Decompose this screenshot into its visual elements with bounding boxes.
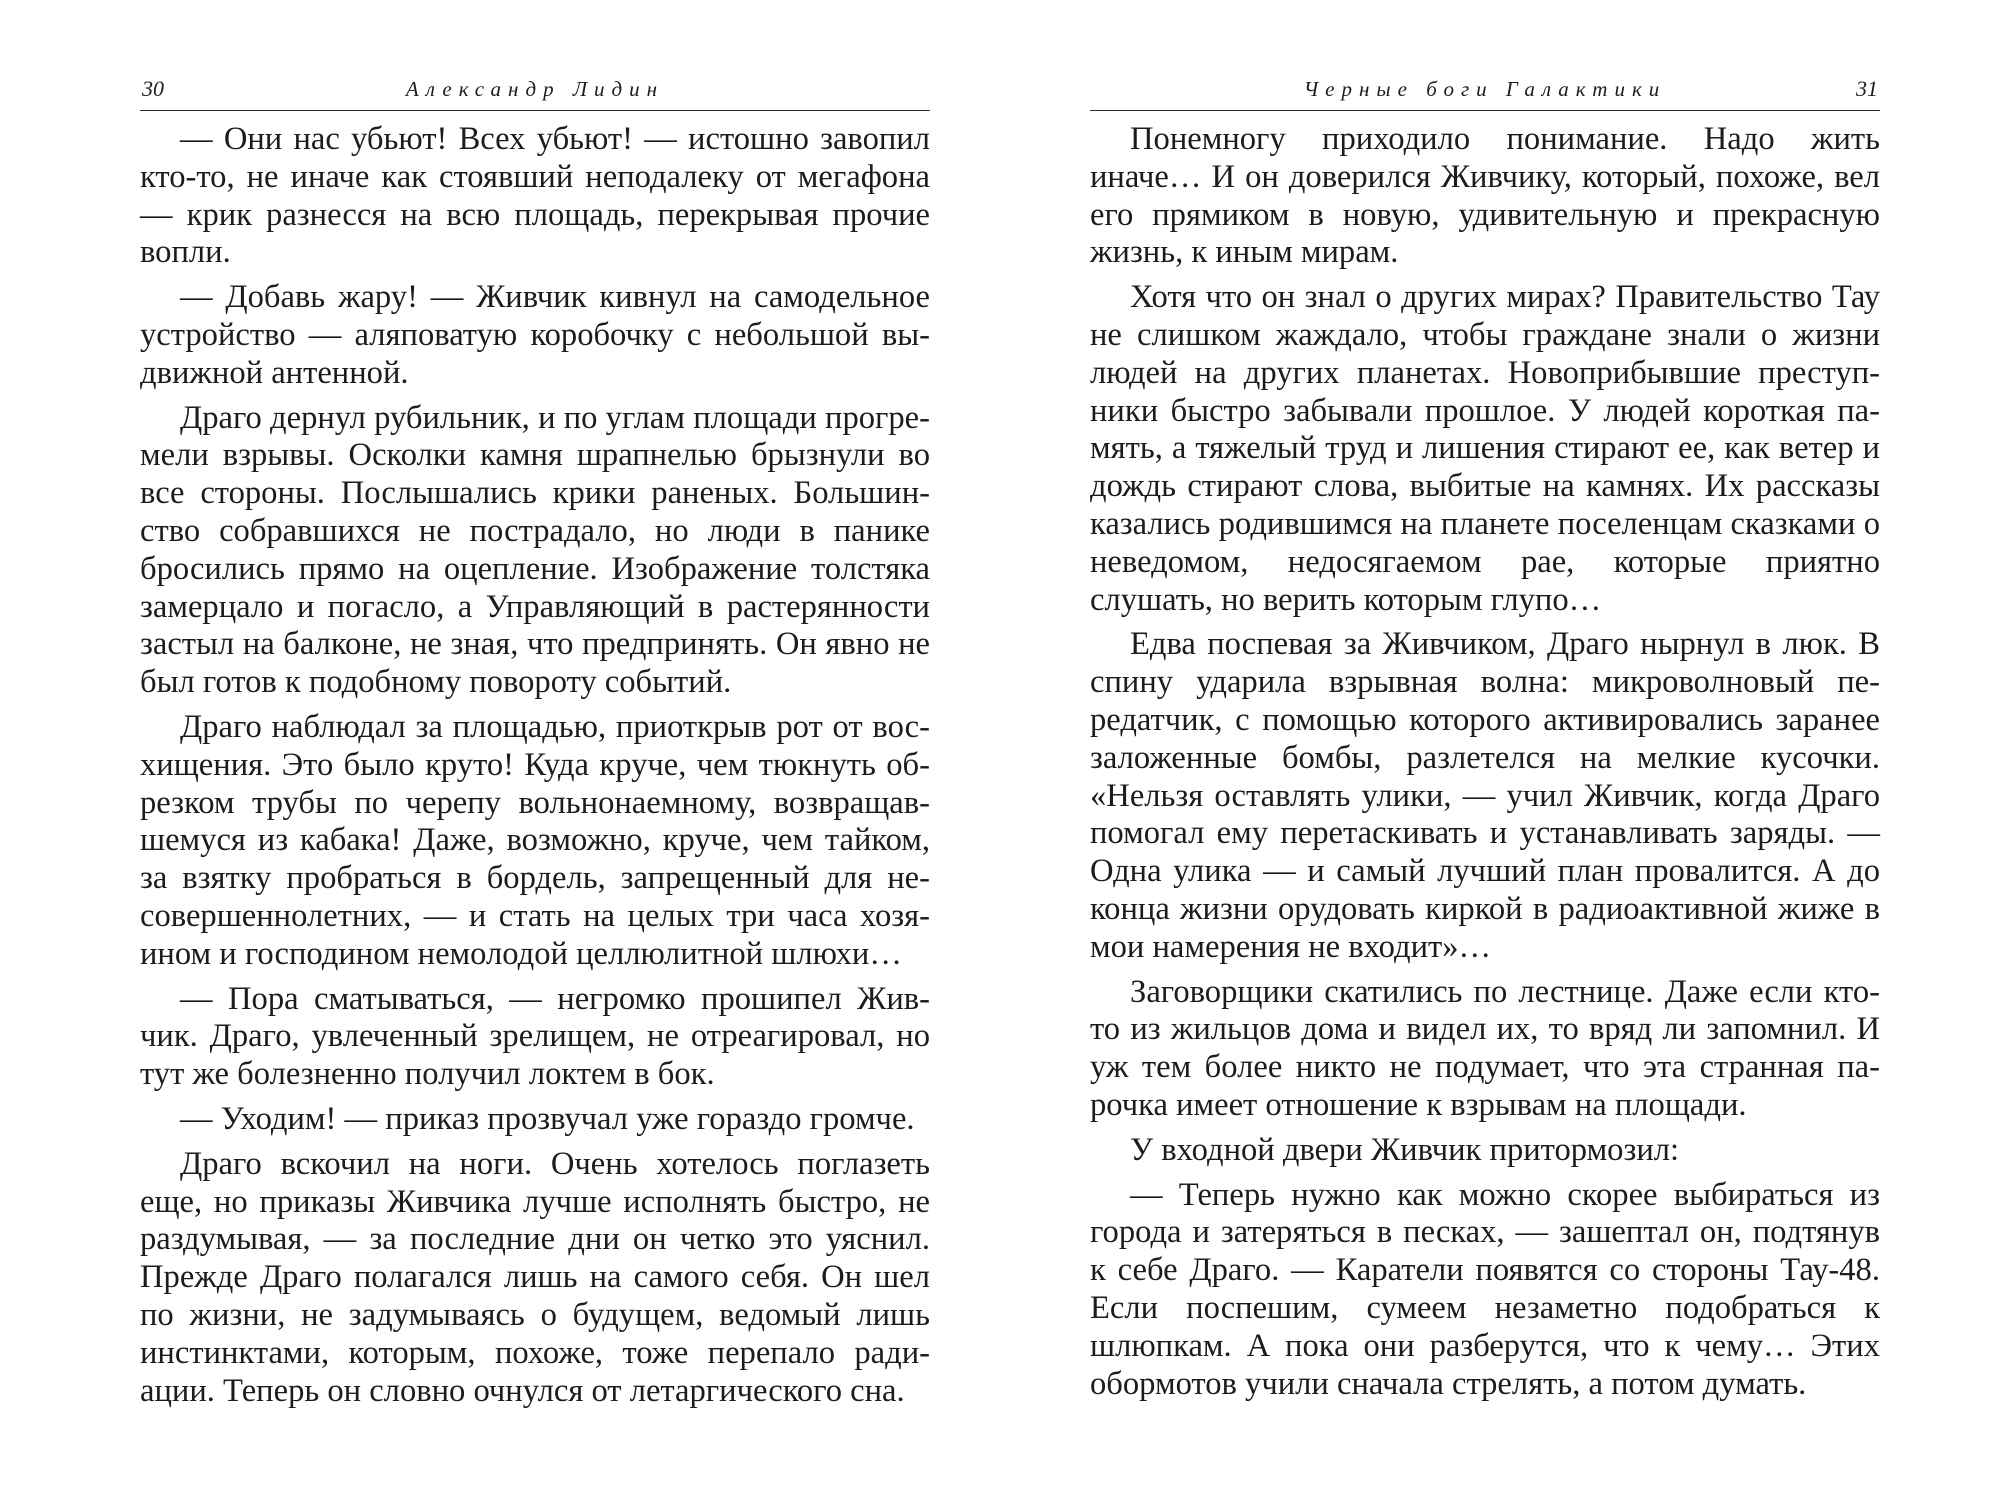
page-number: 30 xyxy=(142,76,164,101)
right-page xyxy=(1090,0,1880,1410)
book-title: Черные боги Галактики xyxy=(1303,77,1667,101)
page-body xyxy=(1090,121,1880,1403)
paragraph: Драго дернул рубильник, и по углам площади прогремели взрывы. Осколки камня шрапнелью брызнули во все стороны. Послышались крики раненых. Большинство собравшихся не пострадало, но люди в панике бросились прямо на оцепление. Изображение толстяка замерцало и погасло, а Управляющий в растерянности застыл на балконе, не зная, что предпринять. Он явно не был готов к подобному повороту событий. xyxy=(140,399,930,701)
paragraph: — Пора сматываться, — негромко прошипел Живчик. Драго, увлеченный зрелищем, не отреагировал, но тут же болезненно получил локтем в бок. xyxy=(140,980,930,1093)
paragraph: — Добавь жару! — Живчик кивнул на самодельное устройство — аляповатую коробочку с небольшой выдвижной антенной. xyxy=(140,279,930,391)
paragraph: — Они нас убьют! Всех убьют! — истошно завопил кто-то, не иначе как стоявший неподалеку от мегафона — крик разнесся на всю площадь, перекрывая прочие вопли. xyxy=(140,121,930,271)
paragraph: Драго вскочил на ноги. Очень хотелось поглазеть еще, но приказы Живчика лучше исполнять быстро, не раздумывая, — за последние дни он четко это уяснил. Прежде Драго полагался лишь на самого себя. Он шел по жизни, не задумываясь о будущем, ведомый лишь инстинктами, которым, похоже, тоже перепало радиации. Теперь он словно очнулся от летаргического сна. xyxy=(140,1145,930,1409)
author-name: Александр Лидин xyxy=(405,77,665,101)
paragraph: — Теперь нужно как можно скорее выбираться из города и затеряться в песках, — зашептал он, подтянув к себе Драго. — Каратели появятся со стороны Тау-48. Если поспешим, сумеем незаметно подобраться к шлюпкам. А пока они разберутся, что к чему… Этих обормотов учили сначала стрелять, а потом думать. xyxy=(1090,1176,1880,1402)
page-body xyxy=(140,121,930,1410)
paragraph: Едва поспевая за Живчиком, Драго нырнул в люк. В спину ударила взрывная волна: микроволновый передатчик, с помощью которого активировались заранее заложенные бомбы, разлетелся на мелкие кусочки. «Нельзя оставлять улики, — учил Живчик, когда Драго помогал ему перетаскивать и устанавливать заряды. — Одна улика — и самый лучший план провалится. А до конца жизни орудовать киркой в радиоактивной жиже в мои намерения не входит»… xyxy=(1090,626,1880,965)
running-head xyxy=(140,66,930,111)
paragraph: Драго наблюдал за площадью, приоткрыв рот от восхищения. Это было круто! Куда круче, чем тюкнуть обрезком трубы по черепу вольнонаемному, возвращавшемуся из кабака! Даже, возможно, круче, чем тайком, за взятку пробраться в бордель, запрещенный для несовершеннолетних, — и стать на целых три часа хозяином и господином немолодой целлюлитной шлюхи… xyxy=(140,708,930,972)
paragraph: У входной двери Живчик притормозил: xyxy=(1130,1131,1680,1168)
paragraph: Понемногу приходило понимание. Надо жить иначе… И он доверился Живчику, который, похоже, вел его прямиком в новую, удивительную и прекрасную жизнь, к иным мирам. xyxy=(1090,121,1880,271)
paragraph: — Уходим! — приказ прозвучал уже гораздо громче. xyxy=(180,1100,915,1137)
left-page xyxy=(140,0,930,1417)
running-head xyxy=(1090,66,1880,111)
page-number: 31 xyxy=(1856,76,1878,101)
paragraph: Хотя что он знал о других мирах? Правительство Тау не слишком жаждало, чтобы граждане знали о жизни людей на других планетах. Новоприбывшие преступники быстро забывали прошлое. У людей короткая память, а тяжелый труд и лишения стирают ее, как ветер и дождь стирают слова, выбитые на камнях. Их рассказы казались родившимся на планете поселенцам сказками о неведомом, недосягаемом рае, которые приятно слушать, но верить которым глупо… xyxy=(1090,279,1880,618)
paragraph: Заговорщики скатились по лестнице. Даже если кто-то из жильцов дома и видел их, то вряд ли запомнил. И уж тем более никто не подумает, что эта странная парочка имеет отношение к взрывам на площади. xyxy=(1090,973,1880,1123)
